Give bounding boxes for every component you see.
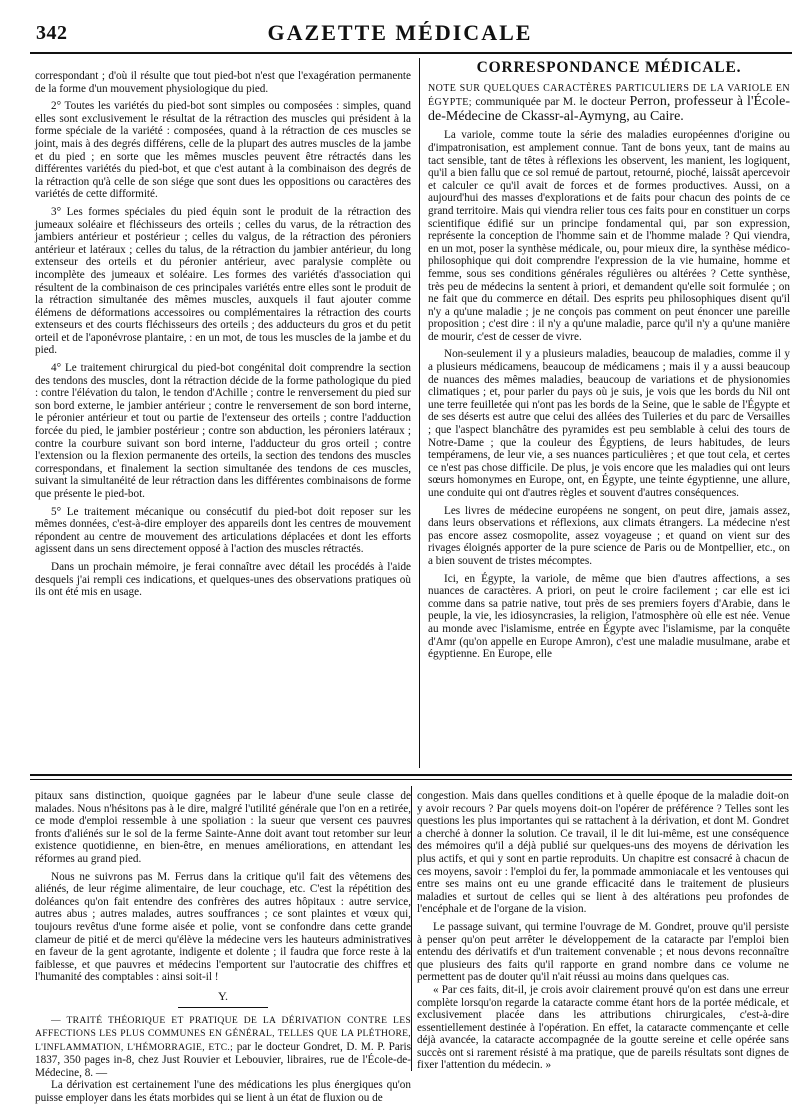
review-title [35, 1014, 411, 1080]
signature: Y. [217, 988, 229, 1003]
note-title [428, 81, 790, 124]
paragraph: 2° Toutes les variétés du pied-bot sont simples ou composées : simples, quand elles sont exclusivement le résultat de la rétraction des muscles qui président à la forme spéciale de la variété : composées, quand à la rétraction de ces muscles se joint, mais à des degrés différens, celle de la plupart des autres muscles de la jambe et du pied ; en sorte que les mêmes muscles peuvent être rétractés dans les différentes variétés du pied-bot, et que c'est autant à la combinaison des degrés de la rétraction qu'à celle de son siége que sont dues les oppositions ou caractères des variétés de cette difformité. [35, 100, 411, 201]
paragraph: 5° Le traitement mécanique ou consécutif du pied-bot doit reposer sur les mêmes données, c'est-à-dire employer des appareils dont les centres de mouvement répondent au centre de mouvement des articulations déplacées et dont les efforts agissent dans un sens directement opposé à l'action des muscles rétractés. [35, 505, 411, 556]
paragraph: « Par ces faits, dit-il, je crois avoir clairement prouvé qu'on est dans une erreur complète lorsqu'on regarde la cataracte comme étant hors de la portée médicale, et exclusivement placée dans les attributions chirurgicales, c'est-à-dire essentiellement destinée à l'opération. En effet, la cataracte commençante et celle déjà avancée, la cataracte accompagnée de la goutte sereine et celle opérée sans succès ont si rarement résisté à ma pratique, que de pareils résultats sont dignes de fixer l'attention du médecin. » [417, 983, 789, 1072]
note-author: Perron [629, 94, 667, 110]
paragraph: 4° Le traitement chirurgical du pied-bot congénital doit comprendre la section des tendons des muscles, dont la rétraction décide de la forme pathologique du pied : contre l'élévation du talon, le tendon d'Achille ; contre le renversement du pied sur son bord externe, le jambier antérieur ; contre le renversement de son bord interne, le péronier antérieur et tout ou partie de l'extenseur des orteils ; contre l'adduction forcée du pied, le jambier postérieur ; contre son abduction, les péroniers latéraux ; contre la courbure suivant son bord interne, l'adducteur du gros orteil ; contre l'extension ou la flexion permanente des orteils, la section des tendons des muscles correspondans, et finalement la section simultanée des tendons de ces muscles, suivant la simultanéité de leur rétraction dans les différentes combinaisons de forme que présente le pied-bot. [35, 362, 412, 500]
section-rule-thin [30, 779, 792, 780]
review-title-main: — TRAITÉ THÉORIQUE ET PRATIQUE DE LA DÉRIVATION CONTRE LES AFFECTIONS LES PLUS COMMUNES EN GÉNÉRAL, TELLES QUE LA PLÉTHORE, L'INFLAMMATION, L'HÉMORRAGIE, ETC.; [35, 1014, 411, 1053]
note-affiliation: , professeur à l'École-de-Médecine de Ckassr-al-Aymyng, au Caire. [428, 94, 790, 124]
lower-right-column [417, 790, 789, 1072]
masthead-title: GAZETTE MÉDICALE [267, 20, 533, 45]
paragraph: Non-seulement il y a plusieurs maladies, beaucoup de maladies, comme il y a plusieurs médicamens, beaucoup de médicamens ; mais il y a aussi beaucoup de nuances des mêmes maladies, beaucoup de variations et de physionomies climatiques ; et, pour parler du pays où je suis, je vois que les bords du Nil ont une terre feuilletée qui n'ont pas les bords de la Seine, que le sable de l'Égypte et de ses déserts est autre que celui des allées des Tuileries et du parc de Versailles ; que l'aspect blanchâtre des pyramides est peu semblable à celui des tours de Notre-Dame ; que la couleur des Égyptiens, de leurs habitudes, de leurs tempéramens, de leur vie, a ses nuances particulières ; et que tout cela, et certes ce n'est pas chose difficile. De plus, je vois encore que les maladies qui ont leurs sœurs homonymes en Europe, ont, en Égypte, une teinte égyptienne, une allure, une conduite qui ont d'autres règles et souvent d'autres conséquences. [428, 348, 790, 499]
page-header [0, 8, 800, 46]
paragraph: La dérivation est certainement l'une des médications les plus énergiques qu'on puisse employer dans les états morbides qui se lient à un état de fluxion ou de [35, 1079, 411, 1105]
paragraph: pitaux sans distinction, quoique gagnées par le labeur d'une seule classe de malades. Nous n'hésitons pas à le dire, malgré l'utilité générale que l'on en a retirée, ce mode d'emploi ressemble à une spoliation : la sueur que versent ces pauvres fronts d'aliénés sur le sol de la ferme Sainte-Anne doit avant tout retomber sur leur existence quotidienne, en bien-être, en menues améliorations, en attendant les réformes au grand pied. [35, 790, 411, 865]
section-rule [30, 774, 792, 776]
paragraph: congestion. Mais dans quelles conditions et à quelle époque de la maladie doit-on y avoir recours ? Par quels moyens doit-on l'opérer de préférence ? Telles sont les questions les plus importantes qui se rattachent à la dérivation, et dont M. Gondret a cherché à donner la solution. Ce travail, il le dit lui-même, est une conséquence des mémoires qu'il a déjà publié sur quelques-uns des moyens de dérivation les plus actifs, et qui y sont en partie reproduits. Un chapitre est consacré à chacun de ces moyens, savoir : l'emploi du fer, la pommade ammoniacale et les ventouses qui entre ses mains ont eu une grande efficacité dans le traitement de plusieurs maladies et surtout de celles qui se lient à des altérations peu profondes de l'encéphale et de l'organe de la vision. [417, 790, 789, 916]
column-divider [411, 786, 412, 1071]
header-rule [30, 52, 792, 54]
separator-rule [178, 1007, 268, 1008]
right-column [428, 59, 790, 661]
paragraph: Nous ne suivrons pas M. Ferrus dans la critique qu'il fait des vêtemens des aliénés, de leur régime alimentaire, de leur couchage, etc. C'est la répétition des doléances qu'on fait entendre des confrères des autres hôpitaux : autre service, autres abus ; autres malades, autres souffrances ; ce sont plaintes et vœux qui, toujours revêtus d'une forme aisée et polie, vont se confondre dans cette grande clameur de pitié et de merci qu'élève la médecine vers les hauteurs administratives en faveur de la gent agrotante, indigente et dolente ; il faudra que force reste à la faiblesse, et que pauvres et médecins l'emportent sur l'autocratie des chiffres et l'humanité des comptables : ainsi soit-il ! [35, 870, 411, 984]
paragraph: Le passage suivant, qui termine l'ouvrage de M. Gondret, prouve qu'il persiste à penser qu'on peut arrêter le développement de la cataracte par l'emploi bien entendu des dérivatifs et d'un traitement convenable ; et nous devons reconnaître que plusieurs des faits qu'il rapporte en grand nombre dans ce volume ne permettent pas de douter qu'il n'ait réussi au moins dans quelques cas. [417, 920, 789, 984]
review-title-rest: par le docteur Gondret, D. M. P. Paris 1837, 350 pages in-8, chez Just Rouvier et Lebouvier, libraires, rue de l'École-de-Médecine, 8. — [35, 1040, 411, 1079]
section-title: CORRESPONDANCE MÉDICALE. [476, 59, 742, 76]
page-number: 342 [36, 22, 68, 44]
paragraph: Dans un prochain mémoire, je ferai connaître avec détail les procédés à l'aide desquels j'ai rempli ces indications, et quelques-unes des observations pratiques où ils ont été mis en usage. [35, 560, 411, 599]
left-column [35, 70, 411, 599]
paragraph: 3° Les formes spéciales du pied équin sont le produit de la rétraction des jumeaux soléaire et fléchisseurs des orteils ; celles du varus, de la rétraction des jambiers antérieur et postérieur ; celles du valgus, de la rétraction des péroniers antérieur et latéraux ; celles du talus, de la rétraction du jambier antérieur, du long extenseur des orteils et du péronier antérieur, avec paralysie complète ou incomplète des jumeaux et soléaire. Les formes des variétés d'association qui résultent de la combinaison de ces principales variétés entre elles sont le produit de la rétraction simultanée des mêmes muscles, auxquels il faut ajouter comme élémens de déformations accessoires ou complémentaires la rétraction des courts extenseurs et des courts fléchisseurs des orteils ; des adducteurs du gros et du petit orteil et de l'aponévrose plantaire, : en un mot, de tous les muscles de la jambe et du pied. [35, 205, 411, 357]
paragraph: Les livres de médecine européens ne songent, on peut dire, jamais assez, dans leurs observations et réflexions, aux climats étrangers. La médecine n'est pas encore assez cosmopolite, assez voyageuse ; et quand on vient sur des rivages éloignés apporter de la pure science de Paris ou de Montpellier, etc., on a bien souvent de tristes mécomptes. [428, 504, 790, 567]
lower-left-column [35, 790, 411, 1105]
column-divider [419, 58, 420, 768]
note-title-main: NOTE SUR QUELQUES CARACTÈRES PARTICULIERS DE LA VARIOLE EN ÉGYPTE; [428, 82, 790, 109]
paragraph: La variole, comme toute la série des maladies européennes d'origine ou d'impatronisation, est amplement connue. Tant de bons yeux, tant de mains au tact sensible, tant de têtes à réflexions les observent, les manient, les logiquent, qu'il a bien fallu que ce sol remué de partout, retourné, pioché, laissât apercevoir et calculer ce qu'il avait de forces et de formes productives. Aussi, on a aujourd'hui des masses d'explorations et de faits pour chacun des points de ce grand territoire. Mais qui viendra relier tous ces faits pour en constituer un corps scientifique édifié sur un principe fondamental qui, par son expression, représente la conception de l'homme sain et de l'homme malade ? Qui viendra, en un mot, poser la synthèse médicale, ou, pour mieux dire, la synthèse médico-philosophique qui doit comprendre l'expression de la vie humaine, homme et femme, sous ses conditions générales régulières ou altérées ? Cette synthèse, très peu de médecins la sentent à priori, et demandent qu'elle soit formulée ; on ne fait que du commerce en détail. Des esprits peu philosophiques disent qu'il n'y a qu'une maladie ; je ne conçois pas comment on peut énoncer une pareille proposition ; c'est dire : il n'y a qu'une maladie, parce qu'il n'y a qu'une manière de mourir, c'est de cesser de vivre. [428, 129, 790, 343]
note-title-rest: communiquée par M. le docteur [471, 95, 630, 109]
paragraph: correspondant ; d'où il résulte que tout pied-bot n'est que l'exagération permanente de la forme d'un mouvement physiologique du pied. [35, 70, 411, 95]
paragraph: Ici, en Égypte, la variole, de même que bien d'autres affections, a ses nuances de caractères. A priori, on peut le croire facilement ; car elle est ici comme dans sa patrie native, tout près de ses premiers foyers d'Arabie, dans le peuple, la vie, les idiosyncrasies, la religion, l'atmosphère où elle est née. Venue au monde avec l'islamisme, entrée en Égypte avec l'islamisme, par la conquête d'Amr (qu'on appelle en Europe Amron), c'est une maladie musulmane, arabe et égyptienne. En Europe, elle [428, 572, 790, 661]
